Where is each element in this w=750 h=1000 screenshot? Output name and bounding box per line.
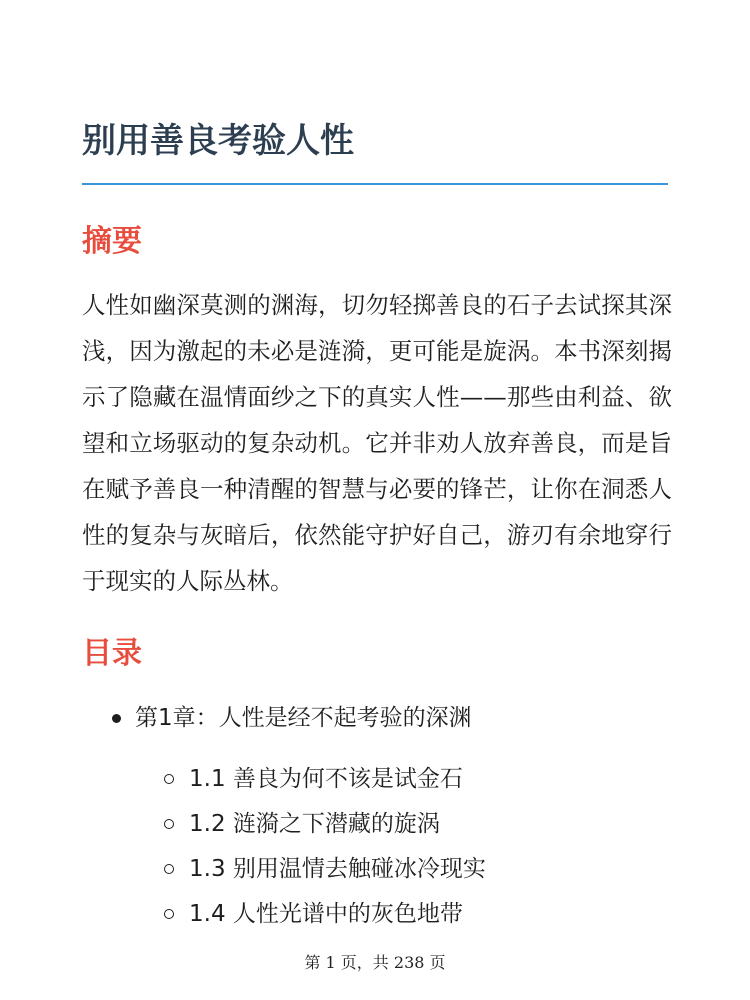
title-divider [82, 183, 668, 185]
toc-section-list [164, 756, 486, 936]
toc-section-item [164, 846, 486, 891]
toc-section-label: 1.2 涟漪之下潜藏的旋涡 [189, 810, 440, 837]
toc-section-item [164, 756, 486, 801]
toc-section-label: 1.1 善良为何不该是试金石 [189, 765, 463, 792]
toc-chapter-1 [112, 700, 472, 736]
toc-chapter-label: 第1章：人性是经不起考验的深渊 [135, 705, 472, 731]
abstract-text: 人性如幽深莫测的渊海，切勿轻掷善良的石子去试探其深浅，因为激起的未必是涟漪，更可能是旋涡。本书深刻揭示了隐藏在温情面纱之下的真实人性——那些由利益、欲望和立场驱动的复杂动机。它并非劝人放弃善良，而是旨在赋予善良一种清醒的智慧与必要的锋芒，让你在洞悉人性的复杂与灰暗后，依然能守护好自己，游刃有余地穿行于现实的人际丛林。 [82, 291, 672, 595]
bullet-circle-icon [164, 909, 174, 919]
toc-heading: 目录 [82, 636, 142, 671]
page-footer: 第 1 页，共 238 页 [304, 953, 446, 972]
bullet-disc-icon [112, 714, 121, 723]
toc-section-label: 1.4 人性光谱中的灰色地带 [189, 900, 463, 927]
toc-section-item [164, 801, 486, 846]
toc-section-label: 1.3 别用温情去触碰冰冷现实 [189, 855, 486, 882]
abstract-heading: 摘要 [82, 224, 142, 259]
bullet-circle-icon [164, 864, 174, 874]
document-title: 别用善良考验人性 [82, 121, 354, 161]
bullet-circle-icon [164, 819, 174, 829]
toc-section-item [164, 891, 486, 936]
bullet-circle-icon [164, 774, 174, 784]
